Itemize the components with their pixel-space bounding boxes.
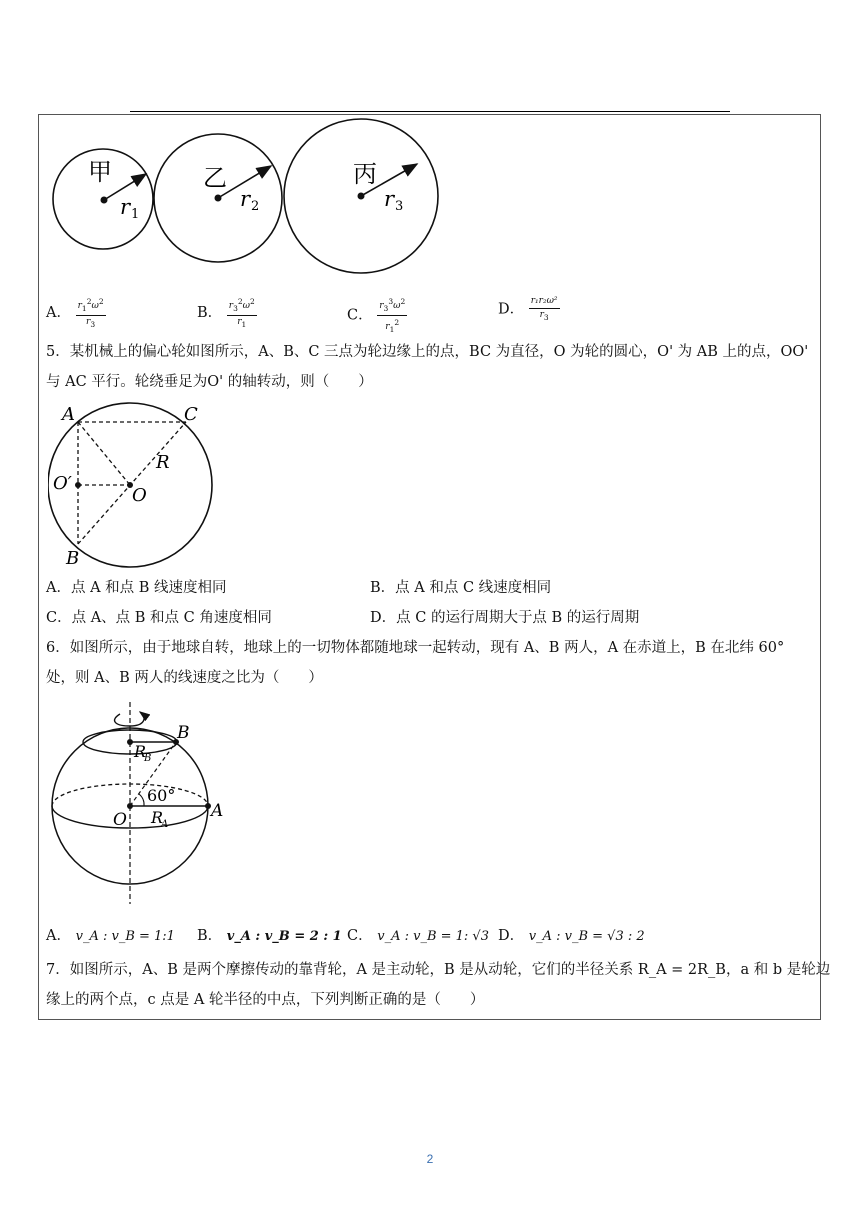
q5-option-d[interactable]: D．点 C 的运行周期大于点 B 的运行周期 [370,610,640,626]
point-c-label: C [184,404,198,425]
point-b-label: B [66,548,80,569]
q6-option-c[interactable]: C． v_A : v_B = 1: √3 [347,928,489,944]
rotation-arrow-icon [115,712,145,726]
q5-stem-line1: 5．某机械上的偏心轮如图所示，A、B、C 三点为轮边缘上的点，BC 为直径，O 为轮的圆心，O' 为 AB 上的点，OO' [46,344,809,360]
point-oprime-label: O′ [53,473,72,494]
q4-wheels-figure [48,118,448,276]
q6-stem-line2: 处，则 A、B 两人的线速度之比为（ ） [46,670,323,686]
radius-ra-sub: A [161,819,169,830]
wheel-3-radius: r [384,187,395,211]
q6-option-a[interactable]: A． v_A : v_B = 1:1 [46,928,175,944]
center-o-label: O [132,485,147,506]
q4-option-c[interactable]: C． $\frac{r_3^3\omega^2}{r_1^2}$ [347,297,406,334]
q6-option-d[interactable]: D． v_A : v_B = √3 : 2 [498,928,645,944]
q7-stem-line1: 7．如图所示，A、B 是两个摩擦传动的靠背轮，A 是主动轮，B 是从动轮，它们的半径关系 R_A = 2R_B，a 和 b 是轮边 [46,962,831,978]
q5-option-a[interactable]: A．点 A 和点 B 线速度相同 [46,580,227,596]
page-number: 2 [426,1152,434,1166]
wheel-1-char: 甲 [88,158,112,186]
radius-ra-label: R [151,808,164,827]
wheel-1-radius-sub: 1 [131,207,140,222]
q7-stem-line2: 缘上的两个点，c 点是 A 轮半径的中点，下列判断正确的是（ ） [46,992,485,1008]
q6-option-b[interactable]: B． v_A : v_B = 2 : 1 [197,928,342,944]
q5-option-c[interactable]: C．点 A、点 B 和点 C 角速度相同 [46,610,272,626]
point-a-label: A [211,801,224,821]
q5-option-b[interactable]: B．点 A 和点 C 线速度相同 [370,580,552,596]
wheel-3-radius-sub: 3 [395,199,404,214]
q5-eccentric-wheel-figure [48,398,228,572]
wheel-3-char: 丙 [353,160,377,188]
center-o-label: O [113,810,127,830]
point-a-label: A [62,404,75,425]
q4-option-b[interactable]: B． $\frac{r_3^2\omega^2}{r_1}$ [197,297,255,329]
q4-option-d[interactable]: D． $\frac{\text{r₁r₂ω²}}{r_3}$ [498,296,558,322]
radius-rb-sub: B [144,753,152,764]
radius-rb-label: R [134,742,147,761]
wheel-2-char: 乙 [203,164,227,192]
q4-option-a[interactable]: A． $\frac{r_1^2\omega^2}{r_3}$ [46,297,104,329]
wheel-2-radius: r [240,187,251,211]
point-b-label: B [177,723,190,743]
wheel-1-radius: r [120,195,131,219]
latitude-angle-label: 60° [147,786,176,805]
wheel-2-radius-sub: 2 [251,199,260,214]
header-rule [130,111,730,112]
q6-earth-figure [48,700,228,906]
q5-stem-line2: 与 AC 平行。轮绕垂足为O' 的轴转动，则（ ） [46,374,373,390]
radius-r-label: R [156,452,170,473]
q6-stem-line1: 6．如图所示，由于地球自转，地球上的一切物体都随地球一起转动，现有 A、B 两人，A 在赤道上，B 在北纬 60° [46,640,785,656]
